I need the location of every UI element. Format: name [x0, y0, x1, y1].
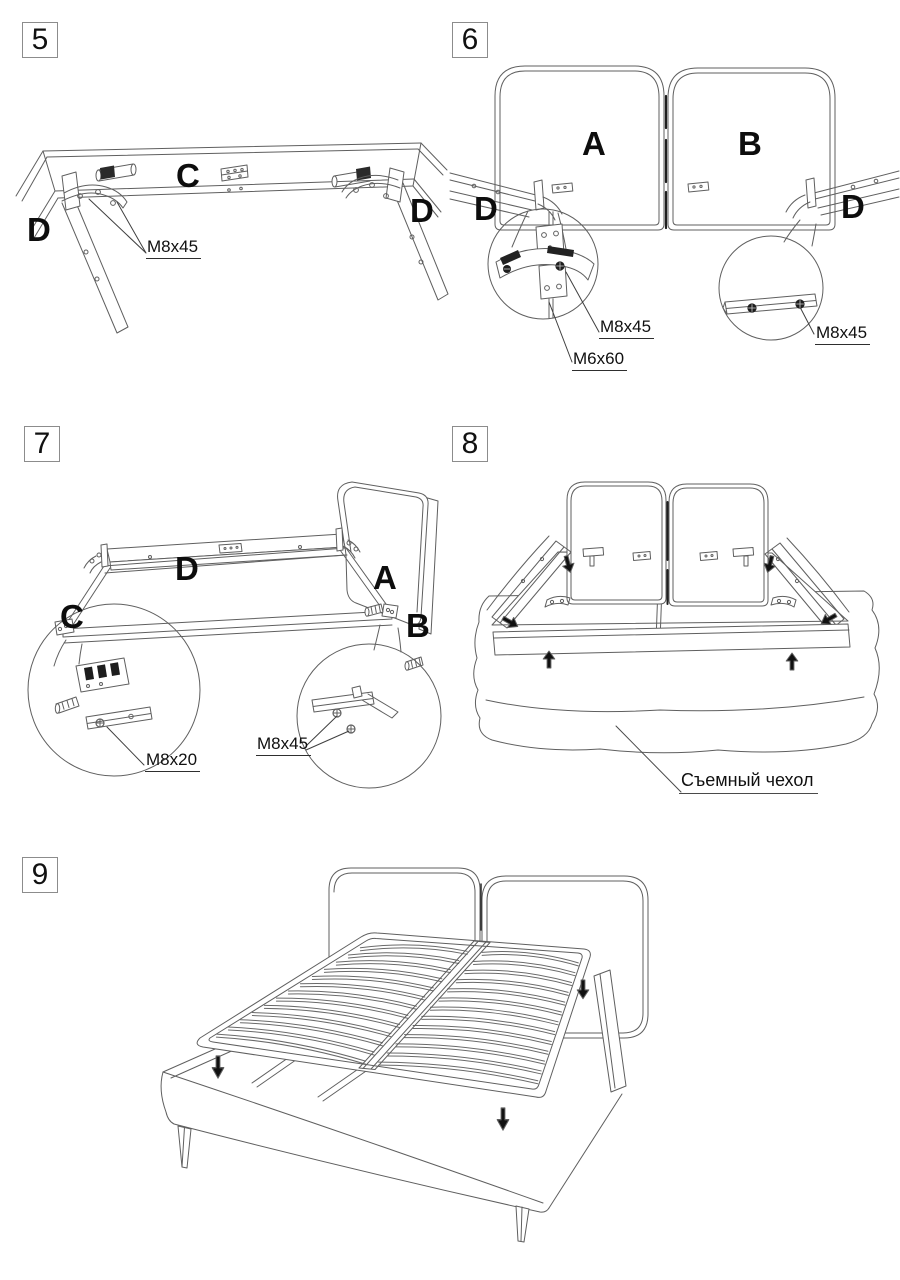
step5-hardware-label-m8x45: M8x45	[146, 237, 201, 259]
step6-part-label-b: B	[738, 125, 762, 162]
step5-part-label-d-right: D	[410, 192, 434, 229]
step9-number-box	[22, 857, 58, 893]
step7-part-label-c: C	[60, 598, 84, 635]
step8-drawing	[474, 482, 880, 792]
step6-hardware-label-m6x60: M6x60	[572, 349, 627, 371]
step6-drawing	[450, 66, 899, 362]
step6-number: 6	[461, 23, 479, 56]
step5-number-box	[22, 22, 58, 58]
step7-hardware-label-m8x20: M8x20	[145, 750, 200, 772]
step6-hardware-label-m8x45-left: M8x45	[599, 317, 654, 339]
step5-number: 5	[31, 23, 49, 56]
step5-part-label-d-left: D	[27, 211, 51, 248]
step5-part-label-c: C	[176, 157, 200, 194]
step8-number: 8	[461, 427, 479, 460]
step7-part-label-b: B	[406, 607, 430, 644]
step7-part-label-a: A	[373, 559, 397, 596]
step7-number-box	[24, 426, 60, 462]
step7-number: 7	[33, 427, 51, 460]
step7-drawing	[28, 482, 441, 788]
step6-part-label-d-left: D	[474, 190, 498, 227]
step6-part-label-d-right: D	[841, 188, 865, 225]
step6-part-label-a: A	[582, 125, 606, 162]
step6-hardware-label-m8x45-right: M8x45	[815, 323, 870, 345]
step9-number: 9	[31, 858, 49, 891]
step5-drawing	[16, 143, 448, 333]
step8-annotation-removable-cover: Съемный чехол	[679, 770, 818, 794]
step6-number-box	[452, 22, 488, 58]
step7-hardware-label-m8x45: M8x45	[256, 734, 311, 756]
step7-part-label-d: D	[175, 550, 199, 587]
step8-number-box	[452, 426, 488, 462]
step9-drawing	[161, 868, 648, 1242]
